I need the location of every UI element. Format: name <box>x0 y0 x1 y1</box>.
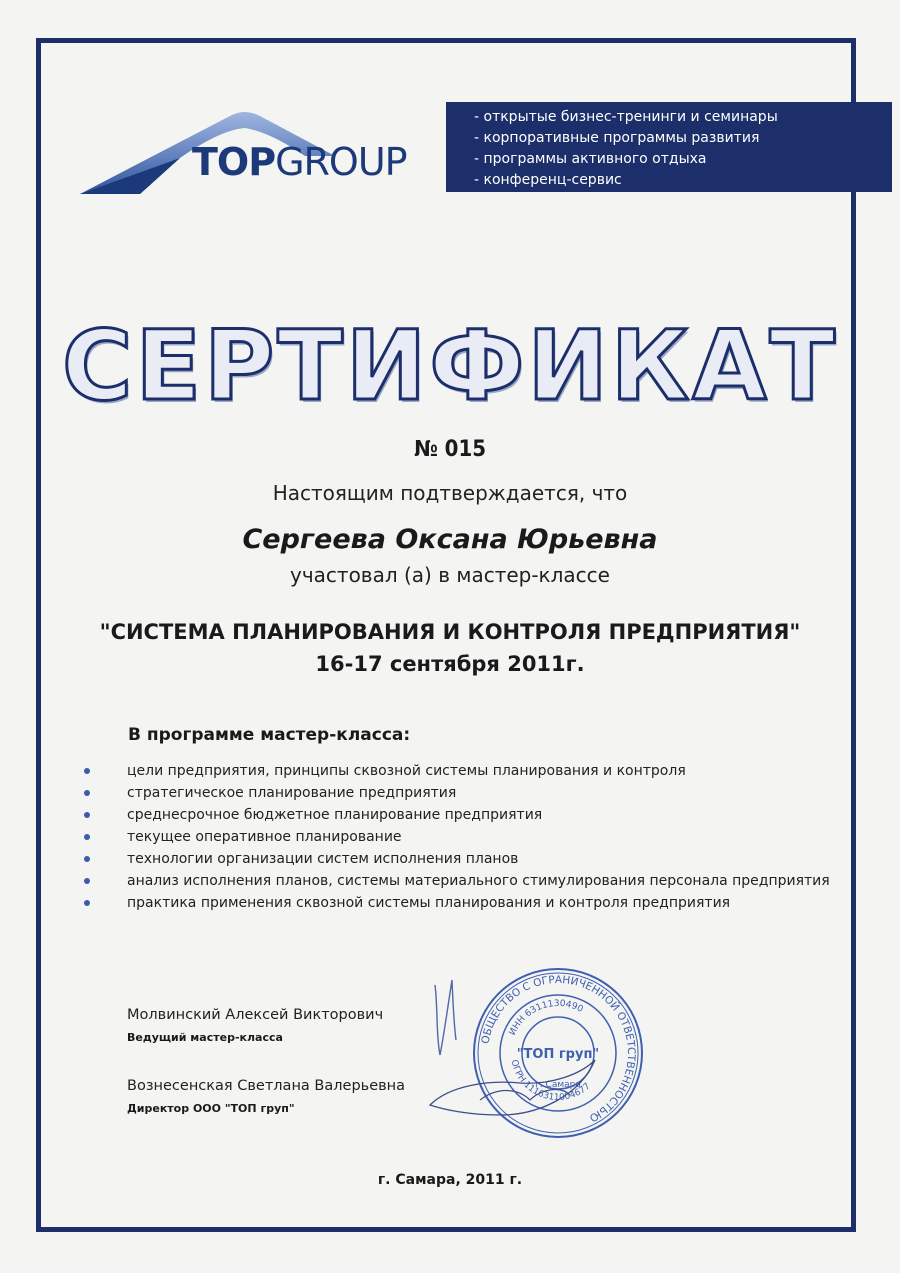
place-and-year: г. Самара, 2011 г. <box>377 1172 523 1188</box>
list-item <box>0 804 900 826</box>
list-item-text: анализ исполнения планов, системы материального стимулирования персонала предприятия <box>127 873 830 889</box>
participation-text: участовал (а) в мастер-классе <box>290 563 610 587</box>
signatory-role: Директор ООО "ТОП груп" <box>127 1102 295 1115</box>
course-dates: 16-17 сентября 2011г. <box>315 652 585 676</box>
logo-wordmark <box>192 140 407 184</box>
list-item-text: технологии организации систем исполнения планов <box>127 851 519 867</box>
list-item <box>0 892 900 914</box>
service-item: - открытые бизнес-тренинги и семинары <box>474 109 778 125</box>
recipient-name: Сергеева Оксана Юрьевна <box>242 524 658 555</box>
program-heading: В программе мастер-класса: <box>128 725 411 745</box>
list-item <box>0 760 900 782</box>
certificate-title: СЕРТИФИКАТ <box>61 310 838 422</box>
logo-top: TOP <box>192 140 276 184</box>
signatory-name: Молвинский Алексей Викторович <box>127 1007 384 1023</box>
stamp-ogrn: ОГРН 1116311004677 <box>508 1058 593 1104</box>
list-item-text: текущее оперативное планирование <box>127 829 402 845</box>
signatory-name: Вознесенская Светлана Валерьевна <box>127 1078 406 1094</box>
certificate-number: № 015 <box>413 437 486 462</box>
list-item-text: цели предприятия, принципы сквозной системы планирования и контроля <box>127 763 686 779</box>
list-item-text: среднесрочное бюджетное планирование предприятия <box>127 807 543 823</box>
list-item <box>0 782 900 804</box>
stamp-center-text: "ТОП груп" <box>516 1047 600 1062</box>
signatory-role: Ведущий мастер-класса <box>127 1031 283 1044</box>
bullet-icon <box>84 768 90 774</box>
service-item: - корпоративные программы развития <box>474 130 760 146</box>
service-item: - программы активного отдыха <box>474 151 707 167</box>
bullet-icon <box>84 856 90 862</box>
list-item <box>0 870 900 892</box>
confirmation-text: Настоящим подтверждается, что <box>272 481 628 505</box>
stamp-inn: ИНН 6311130490 <box>507 998 585 1037</box>
bullet-icon <box>84 790 90 796</box>
service-item: - конференц-сервис <box>474 172 622 188</box>
list-item <box>0 826 900 848</box>
bullet-icon <box>84 834 90 840</box>
bullet-icon <box>84 900 90 906</box>
services-banner <box>446 102 892 192</box>
list-item <box>0 848 900 870</box>
course-title: "СИСТЕМА ПЛАНИРОВАНИЯ И КОНТРОЛЯ ПРЕДПРИЯТИЯ" <box>99 620 801 644</box>
list-item-text: стратегическое планирование предприятия <box>127 785 457 801</box>
signature <box>420 965 620 1135</box>
bullet-icon <box>84 878 90 884</box>
stamp-city: г. Самара <box>535 1080 581 1090</box>
list-item-text: практика применения сквозной системы планирования и контроля предприятия <box>127 895 731 911</box>
program-list <box>0 760 900 914</box>
bullet-icon <box>84 812 90 818</box>
stamp-outer-text: ОБЩЕСТВО С ОГРАНИЧЕННОЙ ОТВЕТСТВЕННОСТЬЮ <box>479 973 638 1124</box>
logo-group: GROUP <box>275 140 407 184</box>
